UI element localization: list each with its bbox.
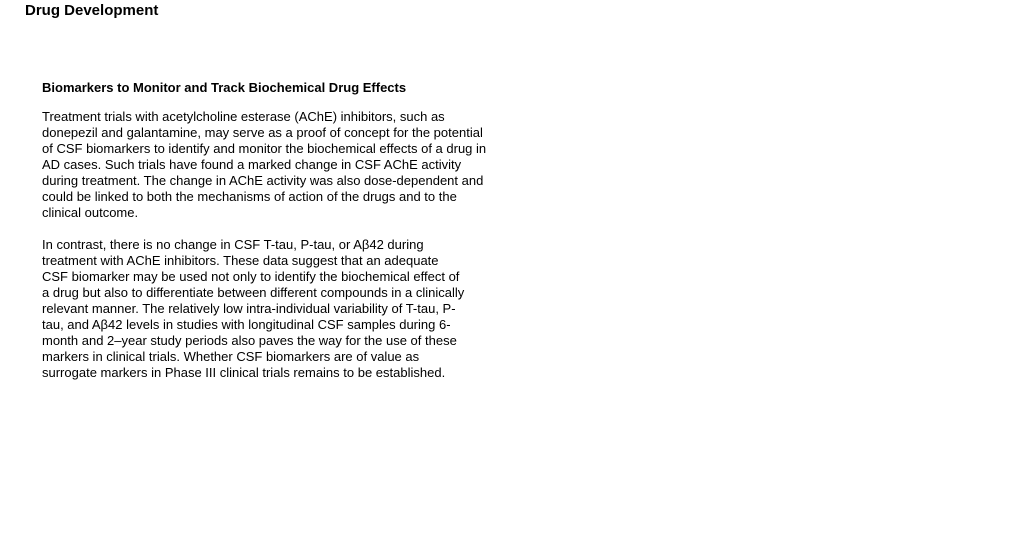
paragraph-line: month and 2–year study periods also paves the way for the use of these: [42, 333, 457, 348]
paragraph-line: AD cases. Such trials have found a marked change in CSF AChE activity: [42, 157, 462, 172]
section-heading: Biomarkers to Monitor and Track Biochemical Drug Effects: [42, 80, 407, 95]
article-section: [42, 80, 542, 397]
paragraph-line: In contrast, there is no change in CSF T-tau, P-tau, or Aβ42 during: [42, 237, 424, 252]
paragraph-line: donepezil and galantamine, may serve as a proof of concept for the potential: [42, 125, 483, 140]
paragraph-line: surrogate markers in Phase III clinical trials remains to be established.: [42, 365, 446, 380]
paragraph-line: treatment with AChE inhibitors. These data suggest that an adequate: [42, 253, 439, 268]
page-title: Drug Development: [25, 2, 159, 19]
paragraph-line: markers in clinical trials. Whether CSF biomarkers are of value as: [42, 349, 420, 364]
paragraph-ache-trials: [42, 109, 542, 221]
paragraph-line: clinical outcome.: [42, 205, 139, 220]
paragraph-line: a drug but also to differentiate between different compounds in a clinically: [42, 285, 465, 300]
paragraph-line: CSF biomarker may be used not only to identify the biochemical effect of: [42, 269, 460, 284]
paragraph-line: during treatment. The change in AChE activity was also dose-dependent and: [42, 173, 484, 188]
paragraph-line: could be linked to both the mechanisms of action of the drugs and to the: [42, 189, 457, 204]
paragraph-line: Treatment trials with acetylcholine esterase (AChE) inhibitors, such as: [42, 109, 445, 124]
paragraph-line: tau, and Aβ42 levels in studies with longitudinal CSF samples during 6-: [42, 317, 451, 332]
paragraph-line: relevant manner. The relatively low intra-individual variability of T-tau, P-: [42, 301, 456, 316]
paragraph-tau-comparison: [42, 237, 542, 381]
paragraph-line: of CSF biomarkers to identify and monitor the biochemical effects of a drug in: [42, 141, 487, 156]
